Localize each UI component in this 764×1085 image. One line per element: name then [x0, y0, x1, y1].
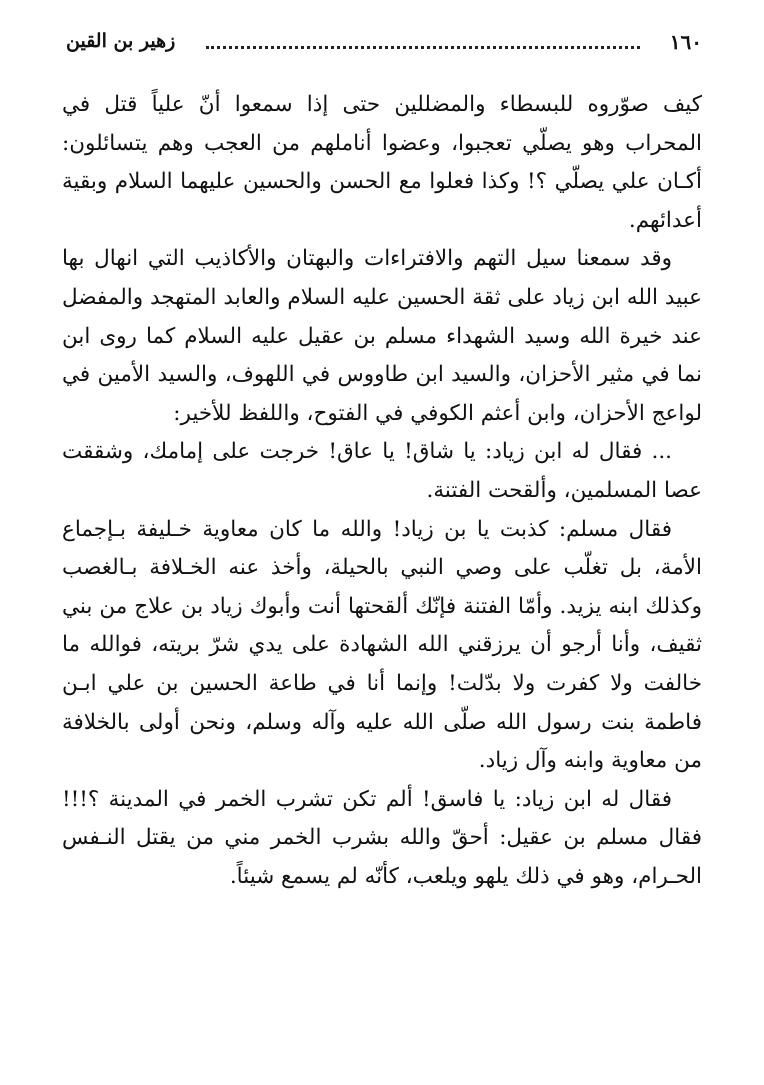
paragraph-1: كيف صوّروه للبسطاء والمضللين حتى إذا سمعوا أنّ علياً قتل في المحراب وهو يصلّي تعجبوا، وعضوا أناملهم من العجب وهم يتسائلون: أكـان علي يصلّي ؟! وكذا فعلوا مع الحسن والحسين عليهما السلام وبقية أعدائهم.: [62, 92, 702, 233]
running-title: زهير بن القين: [66, 30, 176, 52]
page-header: [66, 24, 702, 60]
page-number: ١٦٠: [669, 30, 702, 54]
paragraph-5: فقال له ابن زياد: يا فاسق! ألم تكن تشرب الخمر في المدينة ؟!!! فقال مسلم بن عقيل: أحقّ والله بشرب الخمر مني من يقتل النـفس الحـرام، وهو في ذلك يلهو ويلعب، كأنّه لم يسمع شيئاً.: [62, 786, 702, 889]
header-dotted-leader: [206, 46, 640, 52]
page-body: [62, 86, 702, 896]
paragraph-3-quote: ... فقال له ابن زياد: يا شاق! يا عاق! خرجت على إمامك، وشققت عصا المسلمين، وألقحت الفتنة.: [62, 439, 702, 503]
paragraph-4: فقال مسلم: كذبت يا بن زياد! والله ما كان معاوية خـليفة بـإجماع الأمة، بل تغلّب على وصي النبي بالحيلة، وأخذ عنه الخـلافة بـالغصب وكذلك ابنه يزيد. وأمّا الفتنة فإنّك ألقحتها أنت وأبوك زياد بن علاج من بني ثقيف، وأنا أرجو أن يرزقني الله الشهادة على يدي شرّ بريته، فوالله ما خالفت ولا كفرت ولا بدّلت! وإنما أنا في طاعة الحسين بن علي ابـن فاطمة بنت رسول الله صلّى الله عليه وآله وسلم، ونحن أولى بالخلافة من معاوية وابنه وآل زياد.: [62, 516, 702, 774]
paragraph-2: وقد سمعنا سيل التهم والافتراءات والبهتان والأكاذيب التي انهال بها عبيد الله ابن زياد على ثقة الحسين عليه السلام والعابد المتهجد والمفضل عند خيرة الله وسيد الشهداء مسلم بن عقيل عليه السلام كما روى ابن نما في مثير الأحزان، والسيد ابن طاووس في اللهوف، والسيد الأمين في لواعج الأحزان، وابن أعثم الكوفي في الفتوح، واللفظ للأخير:: [62, 246, 702, 426]
